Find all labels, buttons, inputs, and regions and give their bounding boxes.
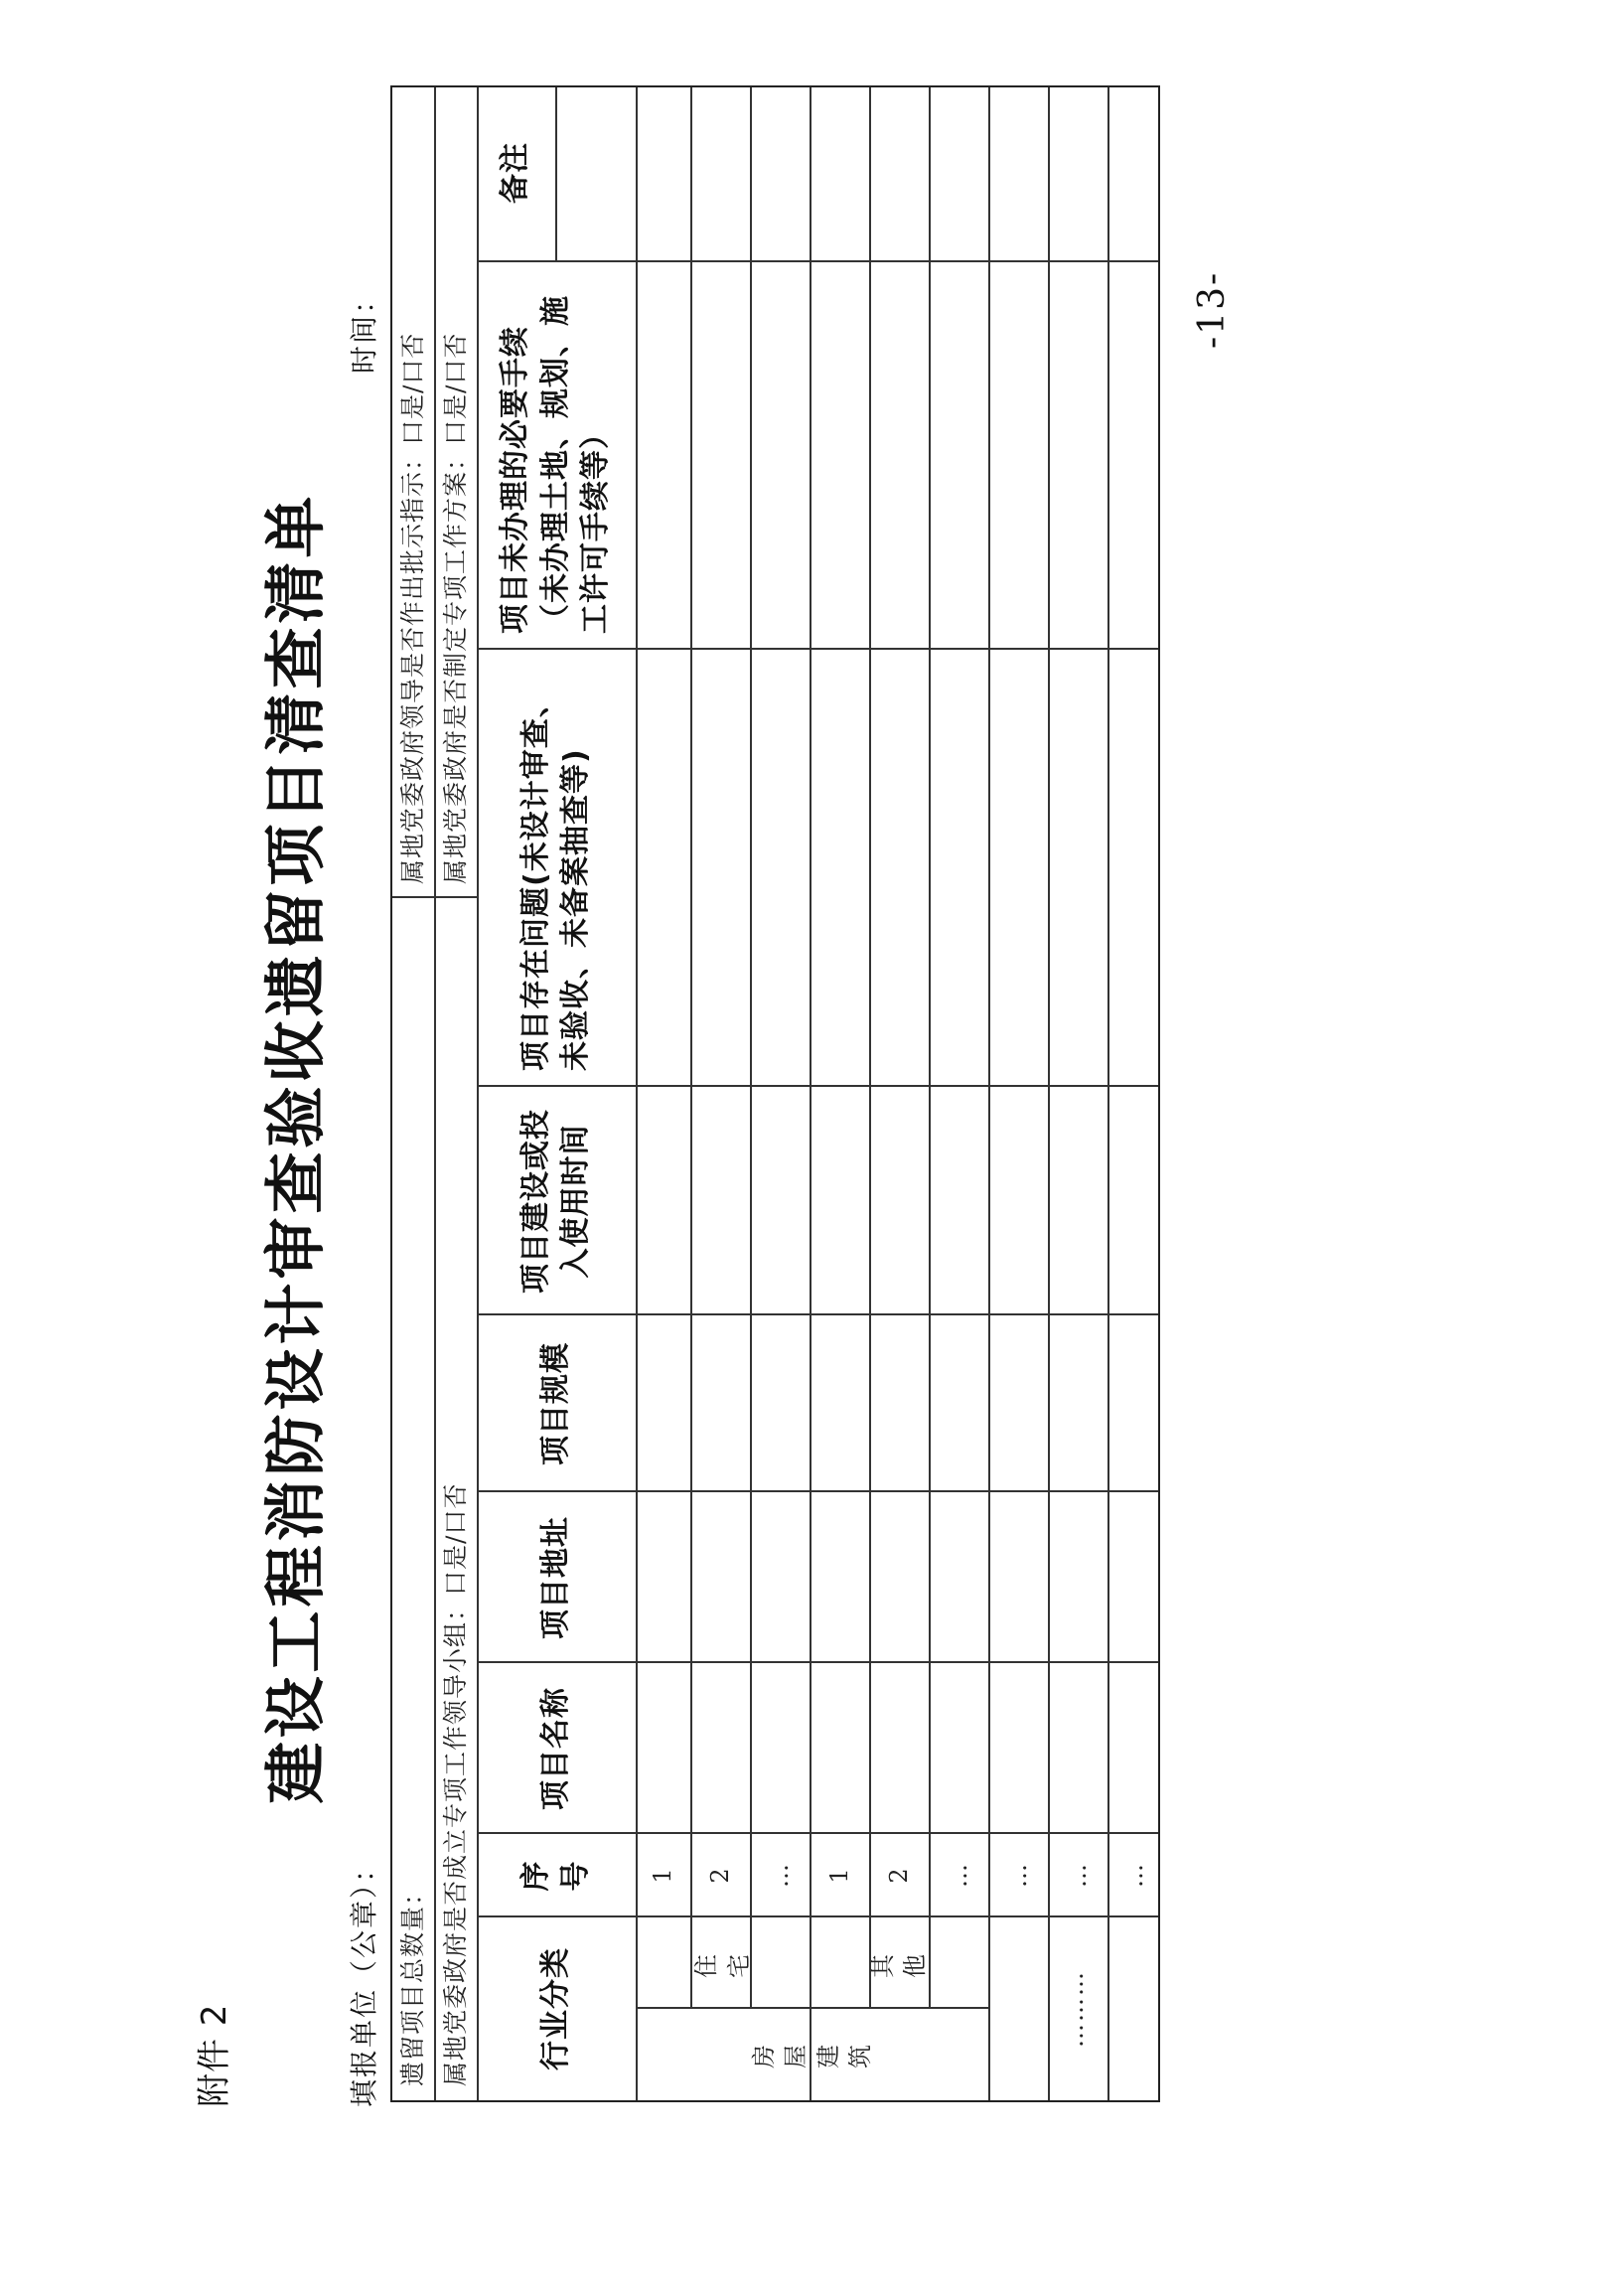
category-more: ……… bbox=[1061, 1970, 1090, 2048]
row-seq: 1 bbox=[649, 1868, 677, 1884]
col-remarks: 备注 bbox=[498, 142, 533, 204]
col-procedures: 项目未办理的必要手续（未办理土地、规划、施工许可手续等） bbox=[498, 295, 614, 634]
row-seq: 2 bbox=[705, 1868, 734, 1884]
time-label: 时间： bbox=[348, 283, 380, 374]
col-problems: 项目存在问题(未设计审查、未验收、未备案抽查等) bbox=[517, 687, 593, 1071]
inventory-table bbox=[390, 85, 1160, 2102]
leading-group-field[interactable]: 属地党委政府是否成立专项工作领导小组：口是/口否 bbox=[440, 1482, 470, 2086]
row-seq: … bbox=[765, 1864, 794, 1888]
row-seq: … bbox=[944, 1864, 972, 1888]
category-housing: 房屋建筑 bbox=[749, 2041, 874, 2068]
col-seq: 序号 bbox=[517, 1860, 593, 1892]
work-plan-field[interactable]: 属地党委政府是否制定专项工作方案：口是/口否 bbox=[440, 332, 470, 884]
attachment-label: 附件 2 bbox=[195, 2003, 234, 2107]
col-address: 项目地址 bbox=[537, 1516, 573, 1639]
col-name: 项目名称 bbox=[537, 1687, 573, 1810]
row-seq: … bbox=[1120, 1864, 1149, 1888]
col-scale: 项目规模 bbox=[537, 1342, 573, 1465]
row-seq: 2 bbox=[884, 1868, 913, 1884]
total-count-field[interactable]: 遗留项目总数量： bbox=[398, 1879, 428, 2086]
page-number: -13- bbox=[1192, 270, 1233, 349]
category-residential: 住宅 bbox=[692, 1948, 753, 1978]
row-seq: … bbox=[1003, 1864, 1032, 1888]
col-build-time: 项目建设或投入使用时间 bbox=[517, 1109, 593, 1294]
col-industry: 行业分类 bbox=[537, 1947, 573, 2070]
filler-unit-label: 填报单位（公章）： bbox=[348, 1852, 380, 2107]
leader-instruction-field[interactable]: 属地党委政府领导是否作出批示指示：口是/口否 bbox=[398, 332, 428, 884]
category-other: 其他 bbox=[868, 1948, 929, 1978]
page-title: 建设工程消防设计审查验收遗留项目清查清单 bbox=[259, 492, 332, 1804]
row-seq: 1 bbox=[824, 1868, 853, 1884]
row-seq: … bbox=[1063, 1864, 1092, 1888]
